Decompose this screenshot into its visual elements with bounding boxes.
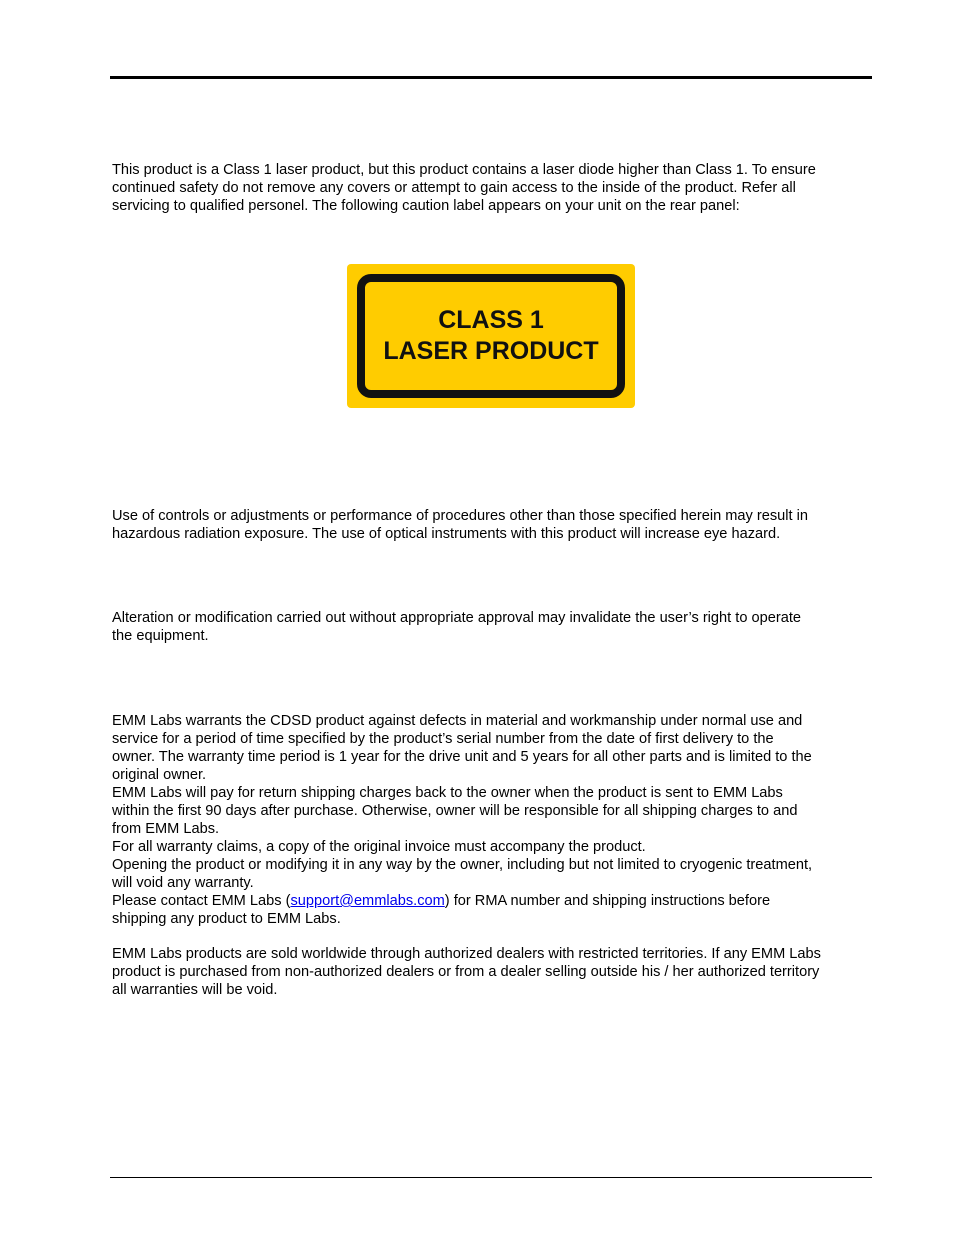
paragraph-line: servicing to qualified personel. The following caution label appears on your unit on the rear panel: (112, 198, 740, 214)
paragraph-line: the equipment. (112, 628, 209, 644)
paragraph-line: service for a period of time specified by the product’s serial number from the date of first delivery to the (112, 731, 774, 747)
paragraph-line: from EMM Labs. (112, 821, 220, 837)
paragraph-line: shipping any product to EMM Labs. (112, 911, 341, 927)
support-email-link[interactable]: support@emmlabs.com (290, 893, 445, 909)
paragraph-line: all warranties will be void. (112, 982, 278, 998)
caution-label-line2: LASER PRODUCT (383, 337, 599, 365)
laser-safety-paragraph (112, 161, 872, 215)
footer-rule (110, 1177, 872, 1178)
warranty-paragraph (112, 712, 872, 928)
paragraph-line: product is purchased from non-authorized dealers or from a dealer selling outside his / her authorized territory (112, 964, 820, 980)
paragraph-line: EMM Labs will pay for return shipping charges back to the owner when the product is sent to EMM Labs (112, 785, 783, 801)
caution-label-frame (357, 274, 625, 398)
paragraph-line: EMM Labs products are sold worldwide through authorized dealers with restricted territories. If any EMM Labs (112, 946, 821, 962)
contact-line (112, 892, 872, 910)
controls-warning-paragraph (112, 507, 872, 543)
paragraph-line: This product is a Class 1 laser product, but this product contains a laser diode higher than Class 1. To ensure (112, 162, 816, 178)
paragraph-line: continued safety do not remove any covers or attempt to gain access to the inside of the product. Refer all (112, 180, 796, 196)
paragraph-line: within the first 90 days after purchase. Otherwise, owner will be responsible for all shipping charges to and (112, 803, 798, 819)
paragraph-line: Use of controls or adjustments or performance of procedures other than those specified herein may result in (112, 508, 808, 524)
header-rule (110, 76, 872, 79)
caution-label-line1: CLASS 1 (438, 306, 544, 334)
paragraph-line: hazardous radiation exposure. The use of optical instruments with this product will increase eye hazard. (112, 526, 781, 542)
paragraph-line: For all warranty claims, a copy of the original invoice must accompany the product. (112, 839, 646, 855)
contact-prefix: Please contact EMM Labs ( (112, 893, 291, 909)
modification-warning-paragraph (112, 609, 872, 645)
paragraph-line: original owner. (112, 767, 207, 783)
dealers-paragraph (112, 945, 872, 999)
contact-suffix: ) for RMA number and shipping instructions before (444, 893, 771, 909)
paragraph-line: Alteration or modification carried out without appropriate approval may invalidate the user’s right to operate (112, 610, 801, 626)
paragraph-line: will void any warranty. (112, 875, 254, 891)
paragraph-line: owner. The warranty time period is 1 year for the drive unit and 5 years for all other parts and is limited to the (112, 749, 812, 765)
paragraph-line: Opening the product or modifying it in any way by the owner, including but not limited to cryogenic treatment, (112, 857, 813, 873)
class1-laser-caution-label (347, 264, 635, 408)
paragraph-line: EMM Labs warrants the CDSD product against defects in material and workmanship under normal use and (112, 713, 803, 729)
